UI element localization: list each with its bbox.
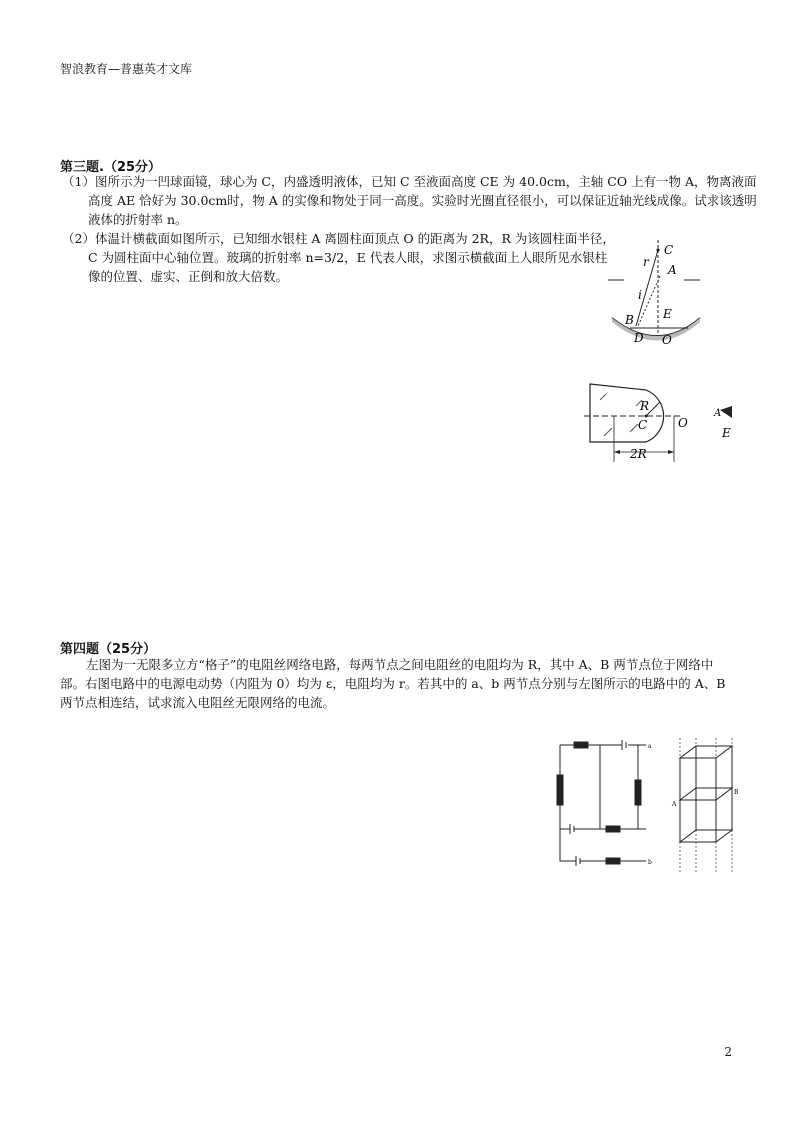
fig2-label-E: E <box>722 426 731 440</box>
fig2-label-2R: 2R <box>630 447 647 461</box>
fig2-label-C: C <box>638 418 648 432</box>
q3-title: 第三题.（25分） <box>60 160 162 175</box>
q4-title: 第四题（25分） <box>60 642 157 657</box>
fig1-label-C: C <box>664 243 674 257</box>
q4-paragraph: 左图为一无限多立方“格子”的电阻丝网络电路，每两节点之间电阻丝的电阻均为 R，其中 A、B 两节点位于网络中部。右图电路中的电源电动势（内阻为 0）均为 ε，电阻均为 r。若其中的 a、b 两节点分别与左图所示的电路中的 A、B 两节点相连结，试求流入电阻丝无限网络的电流。 <box>60 657 726 710</box>
fig1-label-i: i <box>638 288 642 302</box>
fig4-label-A: A <box>672 801 677 808</box>
q3-part1: （1）图所示为一凹球面镜，球心为 C，内盛透明液体，已知 C 至液面高度 CE 为 40.0cm，主轴 CO 上有一物 A，物离液面高度 AE 恰好为 30.0cm时，物 A 的实像和物处于同一高度。实验时光圈直径很小，可以保证近轴光线成像。试求该透明液体的折射率 n。 <box>62 174 757 227</box>
cube-lattice-figure <box>668 738 744 873</box>
concave-mirror-figure <box>600 236 710 352</box>
page-number: 2 <box>724 1045 732 1059</box>
fig2-label-R: R <box>640 399 650 413</box>
fig1-label-B: B <box>625 313 634 327</box>
fig3-label-b: b <box>648 859 652 866</box>
fig2-label-O: O <box>678 416 688 430</box>
fig4-label-B: B <box>734 789 739 796</box>
fig1-label-A: A <box>668 263 677 277</box>
fig1-label-r: r <box>643 255 649 269</box>
fig2-label-A: A <box>714 408 722 419</box>
page-header: 智浪教育—普惠英才文库 <box>60 62 193 76</box>
fig3-label-a: a <box>648 743 652 750</box>
fig1-label-E: E <box>663 307 672 321</box>
q3-part2: （2）体温计横截面如图所示，已知细水银柱 A 离圆柱面顶点 O 的距离为 2R，R 为该圆柱面半径，C 为圆柱面中心轴位置。玻璃的折射率 n=3/2，E 代表人眼，求图示横截面上人眼所见水银柱像的位置、虚实、正倒和放大倍数。 <box>62 231 615 284</box>
thermometer-figure <box>580 380 740 462</box>
fig1-label-O: O <box>662 333 672 347</box>
fig1-label-D: D <box>634 331 644 345</box>
circuit-figure <box>550 735 660 870</box>
